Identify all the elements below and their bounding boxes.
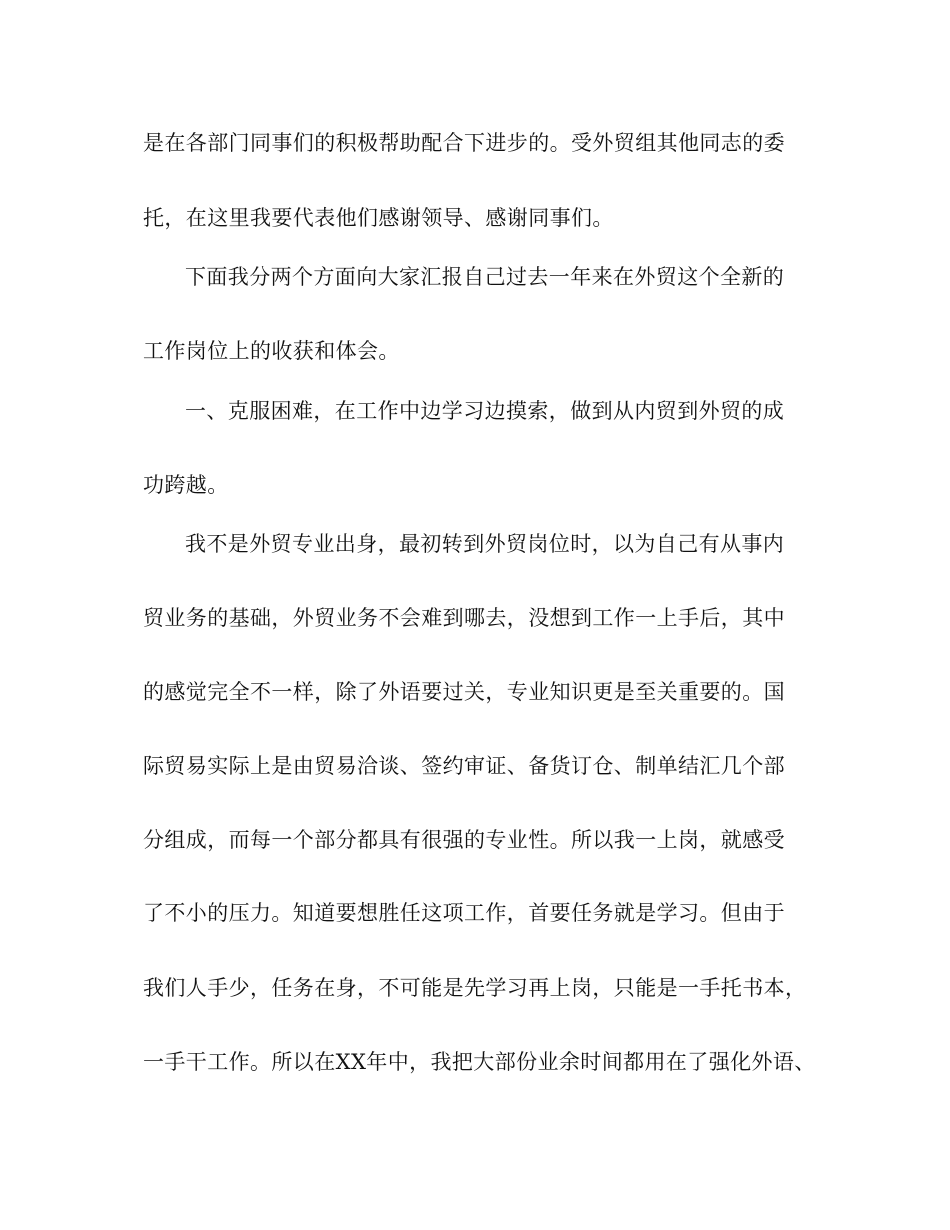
text-line: 分组成，而每一个部分都具有很强的专业性。所以我一上岗，就感受	[143, 828, 785, 852]
section-heading-line: 功跨越。	[143, 473, 229, 497]
text-line: 的感觉完全不一样，除了外语要过关，专业知识更是至关重要的。国	[143, 680, 785, 704]
text-line: 际贸易实际上是由贸易洽谈、签约审证、备货订仓、制单结汇几个部	[143, 754, 785, 778]
text-line: 工作岗位上的收获和体会。	[143, 339, 400, 363]
text-line: 是在各部门同事们的积极帮助配合下进步的。受外贸组其他同志的委	[143, 131, 785, 155]
text-line: 一手干工作。所以在XX年中，我把大部份业余时间都用在了强化外语、	[143, 1050, 816, 1074]
section-heading-line: 一、克服困难，在工作中边学习边摸索，做到从内贸到外贸的成	[185, 399, 785, 423]
paragraph-first-line: 下面我分两个方面向大家汇报自己过去一年来在外贸这个全新的	[185, 265, 785, 289]
text-line: 了不小的压力。知道要想胜任这项工作，首要任务就是学习。但由于	[143, 901, 785, 925]
text-line: 托，在这里我要代表他们感谢领导、感谢同事们。	[143, 206, 614, 230]
text-line: 贸业务的基础，外贸业务不会难到哪去，没想到工作一上手后，其中	[143, 606, 785, 630]
paragraph-first-line: 我不是外贸专业出身，最初转到外贸岗位时，以为自己有从事内	[185, 532, 785, 556]
text-line: 我们人手少，任务在身，不可能是先学习再上岗，只能是一手托书本，	[143, 976, 807, 1000]
